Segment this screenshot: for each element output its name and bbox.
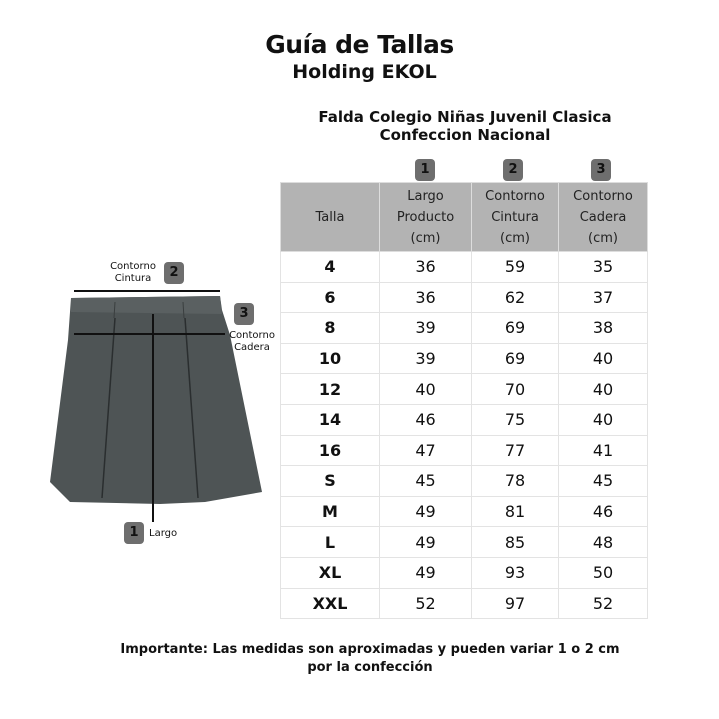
- largo-cell: 52: [380, 588, 472, 619]
- skirt-image: [40, 250, 290, 550]
- largo-cell: 46: [380, 404, 472, 435]
- page-subtitle: Holding EKOL: [292, 61, 437, 83]
- hip-badge: 3: [234, 303, 254, 325]
- hip-label: Contorno Cadera: [229, 330, 275, 353]
- size-cell: 10: [281, 343, 380, 374]
- column-badge-2: 2: [503, 159, 523, 181]
- cintura-cell: 69: [472, 313, 559, 344]
- cadera-cell: 35: [559, 252, 648, 283]
- cadera-cell: 38: [559, 313, 648, 344]
- size-cell: 14: [281, 404, 380, 435]
- header-largo: Largo Producto (cm): [380, 183, 472, 252]
- size-cell: XL: [281, 557, 380, 588]
- table-row: [281, 343, 648, 374]
- largo-cell: 49: [380, 527, 472, 558]
- cintura-cell: 59: [472, 252, 559, 283]
- size-cell: 8: [281, 313, 380, 344]
- table-row: [281, 252, 648, 283]
- waist-badge: 2: [164, 262, 184, 284]
- table-row: [281, 282, 648, 313]
- cadera-cell: 37: [559, 282, 648, 313]
- table-row: [281, 527, 648, 558]
- length-badge: 1: [124, 522, 144, 544]
- largo-cell: 49: [380, 496, 472, 527]
- cadera-cell: 48: [559, 527, 648, 558]
- table-row: [281, 466, 648, 497]
- cintura-cell: 81: [472, 496, 559, 527]
- cintura-cell: 85: [472, 527, 559, 558]
- table-row: [281, 557, 648, 588]
- cintura-cell: 78: [472, 466, 559, 497]
- cintura-cell: 70: [472, 374, 559, 405]
- largo-cell: 39: [380, 313, 472, 344]
- table-row: [281, 313, 648, 344]
- size-table: [280, 182, 648, 619]
- cintura-cell: 97: [472, 588, 559, 619]
- largo-cell: 47: [380, 435, 472, 466]
- cintura-cell: 75: [472, 404, 559, 435]
- cintura-cell: 77: [472, 435, 559, 466]
- size-cell: 6: [281, 282, 380, 313]
- skirt-diagram: [40, 250, 290, 550]
- cadera-cell: 52: [559, 588, 648, 619]
- cintura-cell: 69: [472, 343, 559, 374]
- length-label: Largo: [149, 528, 178, 539]
- table-row: [281, 374, 648, 405]
- size-cell: L: [281, 527, 380, 558]
- table-row: [281, 588, 648, 619]
- table-row: [281, 435, 648, 466]
- header-cadera: Contorno Cadera (cm): [559, 183, 648, 252]
- cadera-cell: 40: [559, 343, 648, 374]
- product-line-1: Falda Colegio Niñas Juvenil Clasica: [318, 108, 612, 126]
- size-cell: M: [281, 496, 380, 527]
- page-title: Guía de Tallas: [265, 30, 454, 59]
- size-cell: XXL: [281, 588, 380, 619]
- largo-cell: 45: [380, 466, 472, 497]
- waist-label: Contorno Cintura: [110, 261, 156, 284]
- table-row: [281, 496, 648, 527]
- size-cell: S: [281, 466, 380, 497]
- column-badge-3: 3: [591, 159, 611, 181]
- cadera-cell: 50: [559, 557, 648, 588]
- cadera-cell: 46: [559, 496, 648, 527]
- cintura-cell: 93: [472, 557, 559, 588]
- largo-cell: 36: [380, 252, 472, 283]
- important-note: Importante: Las medidas son aproximadas y pueden variar 1 o 2 cm por la confección: [120, 642, 620, 675]
- product-name: [280, 108, 650, 144]
- product-line-2: Confeccion Nacional: [379, 126, 551, 144]
- largo-cell: 49: [380, 557, 472, 588]
- column-badge-1: 1: [415, 159, 435, 181]
- header-cintura: Contorno Cintura (cm): [472, 183, 559, 252]
- size-cell: 16: [281, 435, 380, 466]
- cadera-cell: 41: [559, 435, 648, 466]
- cadera-cell: 45: [559, 466, 648, 497]
- cadera-cell: 40: [559, 404, 648, 435]
- header-talla: Talla: [281, 183, 380, 252]
- largo-cell: 39: [380, 343, 472, 374]
- cadera-cell: 40: [559, 374, 648, 405]
- largo-cell: 36: [380, 282, 472, 313]
- largo-cell: 40: [380, 374, 472, 405]
- table-row: [281, 404, 648, 435]
- size-cell: 4: [281, 252, 380, 283]
- cintura-cell: 62: [472, 282, 559, 313]
- size-cell: 12: [281, 374, 380, 405]
